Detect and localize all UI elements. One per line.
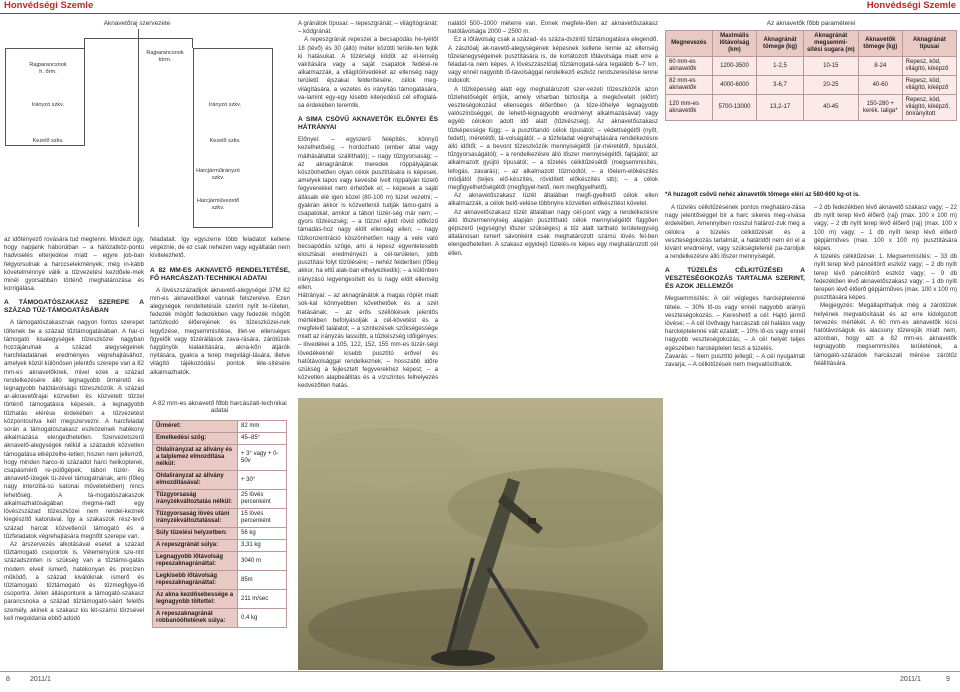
column-6 <box>814 204 957 668</box>
org-kezelo-b: Kezelő szkv. <box>209 138 241 144</box>
specs-value: 15 lövés percenként <box>238 509 287 528</box>
params-cell: 13,2-17 <box>757 95 803 121</box>
col3-para-1: A repeszgránát repeszei a becsapódás he-lyétől 18 (tévő) és 30 (álló) méter közötti terüle-ten fejtik ki hatásukat. A tűzérségi ködöt az el-lenség vakítására vagy a saját csapatok fedésé-re alkalmazzák, a világítóövedéket az ellenség nagy területű éjszakai felderítésére, célok meg-világítására, a vezetés és irányítás támogatására, va-lamint egy-egy kisebb kiterjedésű cél elfoglalá-sa érdekében teremtik. <box>298 36 438 110</box>
org-kezelo-a: Kezelő szkv. <box>32 138 64 144</box>
col5-para-0: A tüzelés célkitűzésének pontos meghatáro-zása nagy jelentőséggel bír a harc sikeres meg-vívása érdekében. Amennyiben rosszul határoz-zuk meg a célokra a tüzelés célkitűzését és a veszteségokozás tartalmát, a határidőt nem éri el a kívánt eredményt, vagy szükségtelenül pa-zaroljuk a rendelkezésre álló lőszer mennyiségét. <box>665 204 805 261</box>
params-cell: 5700-13000 <box>712 95 757 121</box>
params-cell: 40-60 <box>858 76 902 95</box>
col4-para-2: A tűzképesség alatt egy meghatározott szer-vezeti tűzeszközök azon tűzlehetőségét értjük, amely viharban biztosítja a megkövetelt (előírt) veszteségokozást ellenséges élőerőben (a tűze-lőhelyé legnagyobb valószínűséggel, de lehető-legnagyobb eredményt alkalmazásával) vagy egyéb célokon adott idő alatt (tűzkészség). Az aknavetőszakasz tűzképessége függ: – a pusztítandó célok típusától; – védettségétől (nyílt, fedett), méretétől, tá-volságától; – a tűzfeladat végrehajtására rendelkezésre álló időtől; – a bevont tűzeszközök mennyiségétől (ür-méretétől, típusától, tűzgyorsaságától); – a rendelkezésre álló lőszer mennyiségétől, fajtájától; az alkalmazott gyújtó típusától; – a tűzelés célkitűzésétől (megsemmisítés, lefogás, zavarás); – az alkalmazott tűzmódtól; – a lőelem-elökészités módjától (teljes elő-készítés, rövidített előkészítés stb); – a célok megfigyelhetőségétől (megfigyel-hető, nem megfigyelhető). <box>448 85 658 192</box>
specs-value: 25 lövés percenként <box>238 490 287 509</box>
col3-para-3: Hátrányai: – az aknagránátok a magas röpíét miatt sok-kal könnyebben követhetőek és a szél hatásának; – az erős széllökések jelentős mértékben befolyásolják a cél-követést és a megfelelő találatot; – a szintezések szűkségessége miatt az irányzás lassúbb, a tűzkészség időigényes; – lövedékei a 105, 122, 152, 155 mm-es tüzér-ségi lövedékeknél kisebb pusztító erővel és hatótávolsággal rendelkeznek; – hosszabb időre szükség a fejlesztett fegyverekhez képest; – a közvetlen alapbeállítás és a vízszintes felhelyezés kedvezőtlen hatás. <box>298 292 438 390</box>
params-row <box>666 95 957 121</box>
specs-key: Súly tüzelési helyzetben: <box>153 528 238 540</box>
org-raj-a: Rajparancsnok h. őrm. <box>29 62 67 75</box>
specs-row <box>153 590 287 609</box>
specs-value: + 30° <box>238 471 287 490</box>
page-number-right: 9 <box>946 676 950 683</box>
org-iranyzo-b: Irányzó szkv. <box>208 102 242 108</box>
col4-para-4: Az aknavetőszakasz tűzét általában nagy cél-pont vagy a rendelkezésre álló lőszermennyiség alapján pusztítható célok mennyiségétől függően gépszerű (egységnyi lőszer szükséges) a tűz alatt tartható területegység általánosan ismert sávonként csak meghatározott számú lövés fel-ben elengedhetetlen. A szakasz egyidejű tüzelés-re képes egy meghatározott cél ellen. <box>448 208 658 257</box>
page-number-left: 8 <box>6 676 10 683</box>
column-4 <box>448 20 658 396</box>
footer-rule <box>0 671 960 672</box>
org-raj-b: Rajparancsnok törm. <box>146 50 184 63</box>
specs-row <box>153 528 287 540</box>
header-rule <box>0 13 960 14</box>
params-cell: Repesz, köd, világító, kiképző <box>902 57 956 76</box>
issue-left: 2011/1 <box>30 676 51 683</box>
specs-key: Emelkedési szög: <box>153 433 238 445</box>
params-cell: 4000-6000 <box>712 76 757 95</box>
specs-key: Tűzgyorsaság lövés utáni irányzékváltoztatással: <box>153 509 238 528</box>
params-row <box>666 57 957 76</box>
params-header-row <box>666 31 957 57</box>
params-cell: Repesz, köd, világító, kiképző <box>902 76 956 95</box>
org-iranyzo-a: Irányzó szkv. <box>31 102 65 108</box>
specs-row <box>153 509 287 528</box>
specs-key: Oldalirányzat az állvány és a talplemez elmozdítása nélkül: <box>153 445 238 471</box>
specs-key: Legnagyobb lőtávolság repeszaknagránáttal: <box>153 552 238 571</box>
params-cell: 82 mm-es aknavetők <box>666 76 713 95</box>
params-cell: 10-15 <box>803 57 858 76</box>
specs-value: 56 kg <box>238 528 287 540</box>
col4-para-0: nalától 500–1000 méterre van. Ennek megfele-lően az aknavetőszakasz hatótávolsága 2000 – 2500 m. <box>448 20 658 36</box>
col1-para-0: az időtényező rovására tud megtenni. Mindezt úgy, hogy napjaink háborúiban – a hálózatköz-pontú hadviselés elterjedése miatt – egyre job-ban felgyorsulnak a harccselekmények; még in-kább követelménnyé válik a tűzvezetési kezdőele-mek minél gyorsabban történő meghatározása és korrigálása. <box>4 236 144 293</box>
col1-para-2: Az árszervezés alkotásával esetet a század tűztámogató csoportok is. Véleményünk sze-rint századszinten is szükség van a tűztámo-gatás modern elveit ismerő, hatékonyan és precízen működő, a század kiválóknak ismerő és tűztámogató tűztámogató és tűzmegfigye-lő csoportra. Jelen álláspontunk a támogató-szakasz parancsnoka a század tűztámogató-sáért felelős személy, akinek a szakasz kis lét-számú törzsével kell megoldania ebbő adódó <box>4 540 144 622</box>
specs-row <box>153 421 287 433</box>
params-cell: 1200-3500 <box>712 57 757 76</box>
mortar-photo <box>298 398 663 670</box>
params-cell: 1-2,5 <box>757 57 803 76</box>
params-header-cell: Maximális lőtávolság (km) <box>712 31 757 57</box>
params-cell: 60 mm-es aknavetők <box>666 57 713 76</box>
mortar-params-table <box>665 30 957 121</box>
col4-para-1: Ez a lőtávolság csak a század- és száza-dszintű tűztámogatásra elegendő. A zászlóalj ak-navető-alegységének képesnek kellene lennie az ellenség tűzelanegységeinek pusztítására is, de korlátozott lőtávolsága miatt erre a feladat-ra nem képes. A lövészzászlóalj tűztámogatá-sára legalább 6–7 km, vagy ennél nagyobb lő-távolsággal rendelkező eszköz rendszeresítése lenne indokolt. <box>448 36 658 85</box>
specs-value: 45–85° <box>238 433 287 445</box>
table2-title: Az aknavetők főbb paraméterei <box>766 20 856 27</box>
specs-key: A repeszaknagránát robbanóöltetének súlya: <box>153 609 238 628</box>
table1-title: A 82 mm-es aknavető főbb harcászati-technikai adatai <box>152 400 287 414</box>
params-cell: 150-280 + kerék. taliga* <box>858 95 902 121</box>
specs-key: Űrméret: <box>153 421 238 433</box>
org-harcjarmu-iranyzo: Harcjárműirányzó szkv. <box>196 168 240 181</box>
col2-heading: A 82 MM-ES AKNAVETŐ RENDELTETÉSE, FŐ HARCÁSZATI-TECHNIKAI ADATAI <box>150 266 290 282</box>
specs-key: A repeszgránát súlya: <box>153 540 238 552</box>
specs-value: 3,31 kg <box>238 540 287 552</box>
specs-row <box>153 433 287 445</box>
specs-key: Legkisebb lőtávolság repeszaknagránáttal: <box>153 571 238 590</box>
col5-heading: A TÜZELÉS CÉLKITŰZÉSEI A VESZTESÉGOKOZÁS TARTALMA SZERINT, ÉS AZOK JELLEMZŐI <box>665 267 805 291</box>
col2-para-0: feladatait. Így egyszerre több feladatot kellene végeznie, de ez csak nehezen vagy egyáltalán nem kivitelezhető. <box>150 236 290 260</box>
col2-para-1: A lövészszázadijok aknavető-alegységei 37M 82 mm-es aknavetőkkel vannak felszerelve. Ezen alegységek rendeltetésük szerint nyílt te-rületen, fedezék mögött fedezékben vagy fedezék mögött tartózkodó élőerejének és tűzeszközei-nek legyőzése, megsemmisítése, illet-ve ellenséges figyelők vagy tűzérállások zava-rására, zárótüzek fuggönyök kialakítására, akna-kőn átjárók nyitására, gyakra a terep megvilágí-tására, illetve világító tájékozódási pontok léte-sítésére alkalmazhatók. <box>150 286 290 376</box>
col6-para-2: Megjegyzés: Megállapíthatjuk még a zárótűzek helyének megvalósítását és az erre kidolgozott tervezés mértékét. A 60 mm-es aknavetők kicsi hatótávolságuk és alacsony tűzerejük miatt nem, azonban, hogy azt a 82 mm-es aknavetők legnagyobb megsemmisítés területének, a támogató-századok harcászati mérése zárótűz felállítására. <box>814 302 957 367</box>
specs-key: Oldalirányzat az állvány elmozdításával: <box>153 471 238 490</box>
org-harcjarmu-vezeto: Harcjárművezető szkv. <box>196 198 240 211</box>
specs-row <box>153 552 287 571</box>
column-2 <box>150 236 290 412</box>
specs-row <box>153 445 287 471</box>
col1-para-1: A támogatószakasznak nagyon fontos szerepet töltenek be a század tűztámogatásában. A har-ci támogató kisalegységek tűzeszközei nagyban hozzájárulnak a század alegységeinek harcfeladatának eredményes végrehajtásához, amelyek közül különösen jelentős szerepe van a 82 mm-es aknavetőknek, mivel ezek a század rendelkezésére álló legnagyobb űrméretű és legnagyobb hatótávolságú tűzeszközök. A század ar-aknavetőrajai közvetlen és közvetett tűzzel történő támogatásra képesek, a legnagyobb tűzhatás elérése érdekében a tűzvezetést központosítva kell megszervezni. A harcfeladat során a támogatószakasz eszközeinek hatékony alkalmazása elengedhetetlen. Szervezetszerű aknavető-alegységek nélkül a századok közvetlen támogatása elképzelhe-tetlen; hiszen nem jellemző, hogy minden harco-ló századot harci helikopterek, csapásmérő re-pülőgépek, tábori tüzér- és aknavető-ütegek tü-zével támogatnának, ami (főleg nagy intenzitá-sú katonai műveletekben) nincs lehetőség. A tá-mogatószakaszok alkalmazhatóságában megma-radt egy lövészszázad tűzeszközei nem rendel-keznek kiegészítő katonával. Így a szakaszok rész-tevő század harcát közvetlenül támogató és a tűzfeladatok végrehajtására megnőtt szerepe van. <box>4 319 144 540</box>
specs-key: Az akna kezdősebessége a legnagyobb töltettel: <box>153 590 238 609</box>
params-header-cell: Aknagránát típusai <box>902 31 956 57</box>
specs-table <box>152 420 287 628</box>
params-cell: Repesz, köd, világító, kiképző, önirányított <box>902 95 956 121</box>
org-chart-title: Aknavetőraj szervezete <box>103 20 171 27</box>
specs-value: 85m <box>238 571 287 590</box>
specs-value: 82 mm <box>238 421 287 433</box>
params-cell: 20-25 <box>803 76 858 95</box>
col3-para-0: A gránátok típusai: – repeszgránát; – világítógránát; – ködgránát. <box>298 20 438 36</box>
mortar-photo-image <box>298 398 663 670</box>
specs-row <box>153 609 287 628</box>
params-header-cell: Aknagránát megsemmi-sítési sugara (m) <box>803 31 858 57</box>
params-cell: 3-6,7 <box>757 76 803 95</box>
col5-para-2: Zavarás: – Nem pusztító jellegű; – A cél nyugalmát zavarja; – A célkitűzések nem megvalósíthatók. <box>665 352 805 369</box>
specs-value: 3040 m <box>238 552 287 571</box>
header-title-right: Honvédségi Szemle <box>866 0 956 11</box>
col1-heading: A TÁMOGATÓSZAKASZ SZEREPE A SZÁZAD TŰZ-TÁMOGATÁSÁBAN <box>4 299 144 315</box>
issue-right: 2011/1 <box>900 676 921 683</box>
col3-heading: A SIMA CSÖVŰ AKNAVETŐK ELŐNYEI ÉS HÁTRÁNYAI <box>298 116 438 132</box>
specs-row <box>153 540 287 552</box>
specs-value: 211 m/sec <box>238 590 287 609</box>
specs-row <box>153 571 287 590</box>
params-cell: 8-24 <box>858 57 902 76</box>
table2-note: *A huzagolt csövű nehéz aknavetők tömege elérí az 580-600 kg-ot is. <box>665 192 860 198</box>
specs-value: 0,4 kg <box>238 609 287 628</box>
params-cell: 40-45 <box>803 95 858 121</box>
column-5 <box>665 204 805 668</box>
params-header-cell: Megnevezés <box>666 31 713 57</box>
col4-para-3: Az aknavetőszakasz tüzét általában megfi-gyelhető célok ellen alkalmazzák, a célok belő-velése többnyire közvetlen előkészítést követel. <box>448 192 658 208</box>
specs-value: + 3° vagy + 0-50v <box>238 445 287 471</box>
params-header-cell: Aknavetők tömege (kg) <box>858 31 902 57</box>
column-1 <box>4 236 144 668</box>
col5-para-1: Megsemmisítés: A cél végleges harcképtelenné tétele. – 30% lő-os vagy ennél nagyobb arányú veszteségokozás. – Kereshető a cél: Hajtó jármű lövése; – A cél lövővagy harcászati cél halálos vagy harcképtelenné vált ezalatt; – 10% lő-os vagy ennél nagyobb veszteségokozás; – A cél helyét teljes egészében harcképtelen teszi a tüzelés. <box>665 295 805 352</box>
specs-row <box>153 471 287 490</box>
col6-para-1: A tüzelés célkitűzései: 1. Megsemmisítés: – 33 db nyílt terep lévő páncéltörő eszköz vagy; – 2 db nyílt terep lévő páncéltörő eszköz vagy; – 9 db fedezékben lévő aknavetőszakasz vagy; – 1 db nyílt terepen lévő élőerő gépjárműves (max. 100 x 100 m) pusztítására képes. <box>814 253 957 302</box>
specs-row <box>153 490 287 509</box>
header-title-left: Honvédségi Szemle <box>4 0 94 11</box>
col6-para-0: – 2 db fedezékben lévő aknavető szakasz vagy; – 22 db nyílt terep lévő élőerő (raj) (max. 100 x 100 m) vagy; – 2 db nyílt terep lévő élőerő (raj) (max. 100 x 100 m) vagy; – 1 db nyílt terep lévő élőerő gépjárműves (max. 100 x 100 m) pusztítására képes. <box>814 204 957 253</box>
specs-key: Tűzgyorsaság irányzékváltoztatás nélkül: <box>153 490 238 509</box>
column-3 <box>298 20 438 396</box>
params-row <box>666 76 957 95</box>
params-header-cell: Aknagránát tömege (kg) <box>757 31 803 57</box>
col3-para-2: Előnyei: – egyszerű felépítés, könnyű kezelhetőség; – hordozható (ember által vagy málhásállattal szállítható); – nagy tűzgyorsaság; – az aknagránátok meredek röppályájának köszönhetően olyan célok pusztítására is képesek, amelyek lapos vagy kevésbé ívelt röppályán tüzelő fegyverekkel nem érhetőek el; – képesek a saját állásaik elé igen közel (80-100 m) tüzet vezetni; – gyakran akkor is közvetlenül tudják támo-gatni a csapatokat, amikor a tábori tüzér-ség már nem; – gyors tűzkészség; – a tűzzel ejtett rövid időközű támadás-hoz nagy elölt ellenség ellen; – nagy tűzkonzentráció köszönhetően nagy a vele való becsapódás szöge, ami a repesz egyenletesebb eloszlását eredményezi a cél-területen, jobb pusztítási folyt tűzölésére; – nehéz felderíteni (főleg akkor, ha eltű alak-ban elhelyezkedik); – a különben irányzású legyengesített és is nagy elölt ellenség ellen. <box>298 136 438 291</box>
params-cell: 120 mm-es aknavetők <box>666 95 713 121</box>
